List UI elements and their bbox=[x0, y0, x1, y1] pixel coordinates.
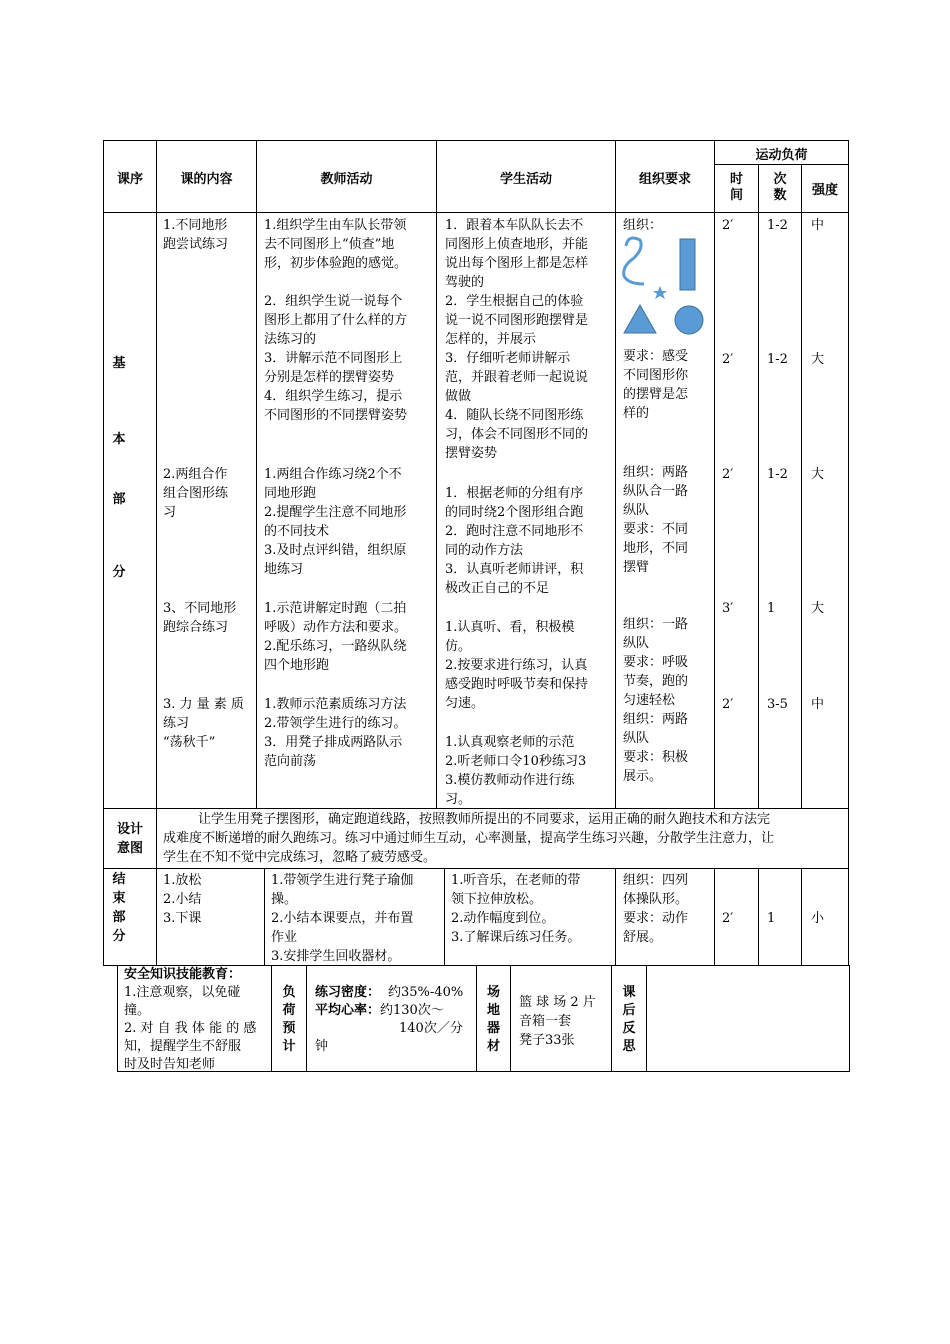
text-line: 3.下课 bbox=[163, 911, 202, 926]
text-line: 形，初步体验跑的感觉。 bbox=[264, 256, 408, 271]
text-line: 领下拉伸放松。 bbox=[451, 892, 543, 907]
text-line: 怎样的，并展示 bbox=[445, 332, 537, 347]
text-line: 组织：一路 bbox=[623, 617, 689, 632]
end-label-char: 束 bbox=[112, 891, 126, 906]
load-count: 1-2 bbox=[767, 218, 788, 233]
text-line: 2.提醒学生注意不同地形 bbox=[264, 505, 407, 520]
student-block bbox=[445, 618, 613, 713]
content-item bbox=[163, 695, 255, 752]
reflect-label-char: 后 bbox=[622, 1003, 636, 1018]
text-line: 分别是怎样的摆臂姿势 bbox=[264, 370, 395, 385]
load-intensity: 大 bbox=[811, 467, 825, 482]
shapes-diagram bbox=[618, 232, 712, 338]
text-line: 3.及时点评纠错，组织原 bbox=[264, 543, 407, 558]
design-label-line: 意图 bbox=[116, 841, 143, 856]
text-line: 地练习 bbox=[264, 562, 304, 577]
text-line: 同图形上侦查地形，并能 bbox=[445, 237, 589, 252]
hr-value-3: 钟 bbox=[315, 1039, 329, 1054]
text-line: 舒展。 bbox=[623, 930, 663, 945]
text-line: 去不同图形上“侦查”地 bbox=[264, 237, 395, 252]
end-section-label bbox=[104, 870, 134, 946]
text-line: 4．组织学生练习，提示 bbox=[264, 389, 403, 404]
text-line: 习 bbox=[163, 505, 177, 520]
content-item bbox=[163, 599, 255, 637]
student-block bbox=[445, 216, 613, 463]
load-forecast-label bbox=[272, 984, 306, 1056]
text-line: 习，体会不同图形不同的 bbox=[445, 427, 589, 442]
venue-equipment bbox=[519, 993, 609, 1050]
text-line: 作业 bbox=[271, 930, 298, 945]
text-line: 呼吸）动作方法和要求。 bbox=[264, 620, 408, 635]
density-label: 练习密度： bbox=[315, 985, 381, 1000]
header-course-order: 课序 bbox=[116, 172, 143, 187]
header-org: 组织要求 bbox=[638, 172, 691, 187]
end-label-char: 分 bbox=[112, 929, 126, 944]
text-line: 4．随队长绕不同图形练 bbox=[445, 408, 584, 423]
text-line: 1.示范讲解定时跑（二拍 bbox=[264, 601, 407, 616]
venue-label-char: 器 bbox=[486, 1021, 500, 1036]
teacher-block bbox=[264, 599, 434, 675]
text-line: 2.听老师口令10秒练习3 bbox=[445, 754, 587, 769]
reflect-label-char: 课 bbox=[622, 985, 636, 1000]
text-line: 1．跟着本车队队长去不 bbox=[445, 218, 584, 233]
text-line: 1.认真观察老师的示范 bbox=[445, 735, 575, 750]
text-line: 2.带领学生进行的练习。 bbox=[264, 716, 407, 731]
load-intensity: 中 bbox=[811, 218, 825, 233]
header-content: 课的内容 bbox=[180, 172, 233, 187]
header-teacher: 教师活动 bbox=[320, 172, 373, 187]
load-intensity: 大 bbox=[811, 601, 825, 616]
hr-value: 约130次～ bbox=[380, 1003, 444, 1018]
safety-line: 2. 对 自 我 体 能 的 感 bbox=[124, 1021, 257, 1036]
text-line: 1．根据老师的分组有序 bbox=[445, 486, 584, 501]
design-line: 让学生用凳子摆图形，确定跑道线路，按照教师所提出的不同要求，运用正确的耐久跑技术和方法完 bbox=[198, 812, 771, 827]
load-count: 1 bbox=[767, 601, 776, 616]
curve-shape bbox=[624, 238, 644, 284]
text-line: 感受跑时呼吸节奏和保持 bbox=[445, 677, 589, 692]
text-line: 纵队合一路 bbox=[623, 484, 689, 499]
text-line: 图形上都用了什么样的方 bbox=[264, 313, 408, 328]
text-line: 1.带领学生进行凳子瑜伽 bbox=[271, 873, 414, 888]
text-line: 3．用凳子排成两路队示 bbox=[264, 735, 403, 750]
text-line: 要求：动作 bbox=[623, 911, 689, 926]
org-block bbox=[623, 615, 713, 786]
design-label-line: 设计 bbox=[116, 822, 143, 837]
text-line: 样的 bbox=[623, 406, 650, 421]
text-line: 1.两组合作练习绕2个不 bbox=[264, 467, 402, 482]
text-line: 组织： bbox=[623, 218, 663, 233]
safety-line: 知，提醒学生不舒服 bbox=[124, 1039, 242, 1054]
venue-label-char: 材 bbox=[486, 1039, 500, 1054]
reflect-label-char: 反 bbox=[622, 1021, 636, 1036]
end-content bbox=[163, 871, 261, 928]
end-label-char: 部 bbox=[112, 910, 126, 925]
text-line: 跑尝试练习 bbox=[163, 237, 229, 252]
end-teacher bbox=[271, 871, 443, 966]
text-line: 展示。 bbox=[623, 769, 663, 784]
org-block bbox=[623, 347, 713, 423]
safety-line: 1.注意观察，以免碰 bbox=[124, 985, 241, 1000]
text-line: 组合图形练 bbox=[163, 486, 229, 501]
text-line: 不同图形你 bbox=[623, 368, 689, 383]
text-line: 要求：呼吸 bbox=[623, 655, 689, 670]
load-label-char: 预 bbox=[282, 1021, 296, 1036]
text-line: 2．跑时注意不同地形不 bbox=[445, 524, 584, 539]
load-count: 1-2 bbox=[767, 352, 788, 367]
basic-section-label-3: 部 bbox=[112, 492, 126, 507]
text-line: 组织：四列 bbox=[623, 873, 689, 888]
header-intensity: 强度 bbox=[811, 183, 838, 198]
hr-label: 平均心率： bbox=[315, 1003, 381, 1018]
text-line: 的摆臂是怎 bbox=[623, 387, 689, 402]
star-shape bbox=[653, 286, 667, 299]
text-line: 跑综合练习 bbox=[163, 620, 229, 635]
text-line: 习。 bbox=[445, 792, 472, 807]
text-line: 驾驶的 bbox=[445, 275, 485, 290]
text-line: 1.组织学生由车队长带领 bbox=[264, 218, 407, 233]
text-line: 纵队 bbox=[623, 636, 650, 651]
basic-section-label-1: 基 bbox=[112, 356, 126, 371]
text-line: 同地形跑 bbox=[264, 486, 317, 501]
text-line: 法练习的 bbox=[264, 332, 317, 347]
teacher-block bbox=[264, 465, 434, 579]
basic-section-label-4: 分 bbox=[112, 565, 126, 580]
text-line: 极改正自己的不足 bbox=[445, 581, 550, 596]
text-line: 不同图形的不同摆臂姿势 bbox=[264, 408, 408, 423]
text-line: 的不同技术 bbox=[264, 524, 330, 539]
text-line: 3.了解课后练习任务。 bbox=[451, 930, 581, 945]
load-intensity: 中 bbox=[811, 697, 825, 712]
venue-label-char: 场 bbox=[486, 985, 500, 1000]
header-count bbox=[759, 172, 801, 204]
venue-label-char: 地 bbox=[486, 1003, 500, 1018]
load-count: 3-5 bbox=[767, 697, 788, 712]
safety-line: 撞。 bbox=[124, 1003, 151, 1018]
text-line: 做做 bbox=[445, 389, 472, 404]
text-line: 纵队 bbox=[623, 731, 650, 746]
text-line: 节奏，跑的 bbox=[623, 674, 689, 689]
teacher-block bbox=[264, 216, 434, 273]
circle-shape bbox=[675, 306, 703, 334]
content-item bbox=[163, 216, 255, 254]
text-line: 1.不同地形 bbox=[163, 218, 228, 233]
text-line: 练习 bbox=[163, 716, 190, 731]
text-line: 3、不同地形 bbox=[163, 601, 237, 616]
design-line: 学生在不知不觉中完成练习，忽略了疲劳感受。 bbox=[163, 850, 437, 865]
text-line: 范，并跟着老师一起说说 bbox=[445, 370, 589, 385]
text-line: 摆臂姿势 bbox=[445, 446, 498, 461]
text-line: 范向前荡 bbox=[264, 754, 317, 769]
venue-line: 凳子33张 bbox=[519, 1033, 575, 1048]
text-line: 要求：感受 bbox=[623, 349, 689, 364]
load-intensity: 大 bbox=[811, 352, 825, 367]
end-count: 1 bbox=[767, 911, 776, 926]
text-line: 操。 bbox=[271, 892, 298, 907]
text-line: 地形，不同 bbox=[623, 541, 689, 556]
load-label-char: 荷 bbox=[282, 1003, 296, 1018]
load-label-char: 计 bbox=[282, 1039, 296, 1054]
teacher-block bbox=[264, 695, 434, 771]
text-line: 摆臂 bbox=[623, 560, 650, 575]
text-line: 要求：不同 bbox=[623, 522, 689, 537]
student-block bbox=[445, 733, 613, 809]
load-time: 2′ bbox=[722, 697, 734, 712]
text-line: 纵队 bbox=[623, 503, 650, 518]
text-line: 2.小结本课要点，并布置 bbox=[271, 911, 414, 926]
header-load: 运动负荷 bbox=[755, 148, 808, 163]
text-line: 同的动作方法 bbox=[445, 543, 524, 558]
safety-title: 安全知识技能教育： bbox=[124, 967, 242, 982]
header-student: 学生活动 bbox=[499, 172, 552, 187]
teacher-block bbox=[264, 292, 434, 425]
text-line: 2．学生根据自己的体验 bbox=[445, 294, 584, 309]
reflect-label-char: 思 bbox=[622, 1039, 636, 1054]
header-time bbox=[715, 172, 758, 204]
end-intensity: 小 bbox=[811, 911, 825, 926]
load-time: 2′ bbox=[722, 352, 734, 367]
text-line: 2.按要求进行练习，认真 bbox=[445, 658, 588, 673]
text-line: 1.认真听、看，积极模 bbox=[445, 620, 575, 635]
load-forecast bbox=[315, 984, 475, 1056]
org-block bbox=[623, 463, 713, 577]
text-line: 3.模仿教师动作进行练 bbox=[445, 773, 575, 788]
text-line: 3.安排学生回收器材。 bbox=[271, 949, 401, 964]
text-line: 2.配乐练习，一路纵队绕 bbox=[264, 639, 407, 654]
text-line: 2.小结 bbox=[163, 892, 202, 907]
design-text bbox=[163, 810, 847, 867]
content-item bbox=[163, 465, 255, 522]
text-line: 2．组织学生说一说每个 bbox=[264, 294, 403, 309]
venue-line: 音箱一套 bbox=[519, 1014, 572, 1029]
text-line: 要求：积极 bbox=[623, 750, 689, 765]
text-line: 说一说不同图形跑摆臂是 bbox=[445, 313, 589, 328]
safety-line: 时及时告知老师 bbox=[124, 1057, 216, 1072]
design-line: 成难度不断递增的耐久跑练习。练习中通过师生互动，心率测量，提高学生练习兴趣，分散学生注意力，让 bbox=[163, 831, 775, 846]
density-value: 约35%-40% bbox=[388, 985, 464, 1000]
triangle-shape bbox=[624, 305, 656, 333]
reflection-label bbox=[612, 984, 646, 1056]
end-label-char: 结 bbox=[112, 872, 126, 887]
load-time: 2′ bbox=[722, 218, 734, 233]
text-line: 的同时绕2个图形组合跑 bbox=[445, 505, 584, 520]
end-time: 2′ bbox=[722, 911, 734, 926]
hr-value-2: 140次／分 bbox=[399, 1021, 463, 1036]
text-line: 体操队形。 bbox=[623, 892, 689, 907]
text-line: 1.教师示范素质练习方法 bbox=[264, 697, 407, 712]
rectangle-shape bbox=[680, 239, 695, 290]
design-label bbox=[104, 820, 156, 858]
header-time-text: 时间 bbox=[730, 172, 744, 203]
text-line: 1.听音乐，在老师的带 bbox=[451, 873, 581, 888]
load-label-char: 负 bbox=[282, 985, 296, 1000]
text-line: “荡秋千” bbox=[163, 735, 216, 750]
student-block bbox=[445, 484, 613, 598]
end-student bbox=[451, 871, 613, 947]
load-time: 3′ bbox=[722, 601, 734, 616]
text-line: 四个地形跑 bbox=[264, 658, 330, 673]
venue-line: 篮 球 场 2 片 bbox=[519, 995, 596, 1010]
text-line: 3．讲解示范不同图形上 bbox=[264, 351, 403, 366]
text-line: 1.放松 bbox=[163, 873, 202, 888]
text-line: 组织：两路 bbox=[623, 712, 689, 727]
text-line: 说出每个图形上都是怎样 bbox=[445, 256, 589, 271]
load-time: 2′ bbox=[722, 467, 734, 482]
basic-section-label-2: 本 bbox=[112, 432, 126, 447]
load-count: 1-2 bbox=[767, 467, 788, 482]
text-line: 匀速。 bbox=[445, 696, 485, 711]
text-line: 2.两组合作 bbox=[163, 467, 228, 482]
safety-education bbox=[124, 966, 270, 1074]
text-line: 2.动作幅度到位。 bbox=[451, 911, 555, 926]
text-line: 组织：两路 bbox=[623, 465, 689, 480]
text-line: 匀速轻松 bbox=[623, 693, 676, 708]
text-line: 3．认真听老师讲评，积 bbox=[445, 562, 584, 577]
header-count-text: 次数 bbox=[773, 172, 787, 203]
text-line: 3．仔细听老师讲解示 bbox=[445, 351, 571, 366]
text-line: 3. 力 量 素 质 bbox=[163, 697, 244, 712]
text-line: 仿。 bbox=[445, 639, 472, 654]
end-org bbox=[623, 871, 713, 947]
venue-label bbox=[477, 984, 510, 1056]
